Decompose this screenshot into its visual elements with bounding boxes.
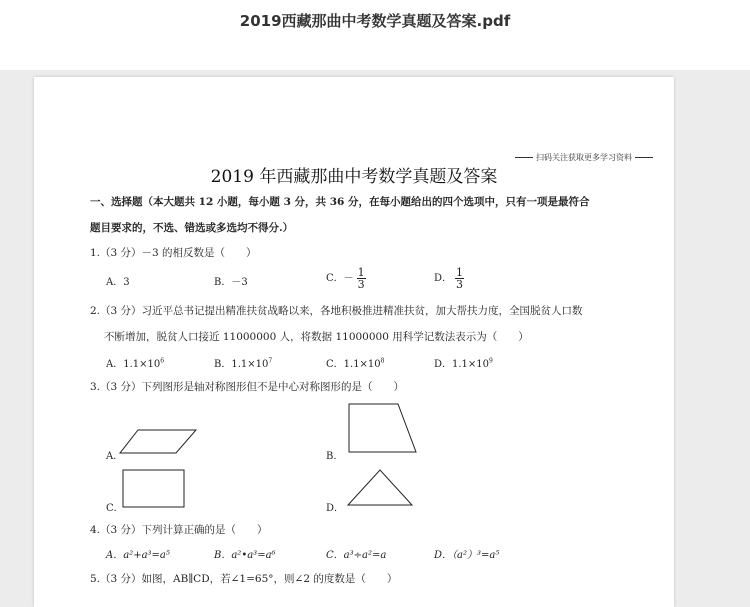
q1-option-d: D． $\frac{1}{3}$ bbox=[434, 266, 464, 291]
q2-option-b: B．$1.1\times 10^7$ bbox=[214, 357, 273, 370]
section-instructions-line2: 题目要求的，不选、错选或多选均不得分.） bbox=[90, 222, 294, 234]
q3-option-c: C． bbox=[106, 503, 124, 514]
q4-option-c: C．a³÷a²=a bbox=[326, 550, 387, 561]
parallelogram-figure bbox=[118, 427, 198, 457]
pdf-page bbox=[34, 77, 674, 607]
paper-title: 2019 年西藏那曲中考数学真题及答案 bbox=[210, 167, 498, 187]
q2-option-d: D．$1.1\times 10^9$ bbox=[434, 357, 493, 370]
trapezoid-figure bbox=[346, 402, 418, 456]
question-1-stem: 1.（3 分）－3 的相反数是（ ） bbox=[90, 247, 257, 259]
question-3-stem: 3.（3 分）下列图形是轴对称图形但不是中心对称图形的是（ ） bbox=[90, 381, 405, 393]
rectangle-figure bbox=[122, 468, 186, 510]
q3-option-a: A． bbox=[106, 451, 124, 462]
question-2-stem-line1: 2.（3 分）习近平总书记提出精准扶贫战略以来，各地积极推进精准扶贫，加大帮扶力度，全国脱贫人口数 bbox=[90, 305, 583, 317]
question-5-stem: 5.（3 分）如图，AB∥CD，若∠1=65°，则∠2 的度数是（ ） bbox=[90, 573, 398, 585]
q1-option-b: B．－3 bbox=[214, 277, 248, 288]
q1-option-c: C．－ $\frac{1}{3}$ bbox=[326, 266, 365, 291]
q3-option-d: D． bbox=[326, 503, 345, 514]
q4-option-d: D．（a²）³=a⁵ bbox=[434, 550, 500, 561]
q4-option-a: A．a²+a³=a⁵ bbox=[106, 550, 170, 561]
file-title: 2019西藏那曲中考数学真题及答案.pdf bbox=[239, 12, 511, 30]
q2-option-c: C．$1.1\times 10^8$ bbox=[326, 357, 385, 370]
q3-option-b: B． bbox=[326, 451, 344, 462]
q4-option-b: B．a²•a³=a⁶ bbox=[214, 550, 276, 561]
section-instructions-line1: 一、选择题（本大题共 12 小题，每小题 3 分，共 36 分，在每小题给出的四个选项中，只有一项是最符合 bbox=[90, 196, 590, 208]
question-4-stem: 4.（3 分）下列计算正确的是（ ） bbox=[90, 524, 268, 536]
triangle-figure bbox=[346, 467, 414, 509]
q1-option-a: A．3 bbox=[106, 277, 130, 288]
viewer-header bbox=[0, 0, 750, 70]
q2-option-a: A．$1.1\times 10^6$ bbox=[106, 357, 165, 370]
question-2-stem-line2: 不断增加，脱贫人口接近 11000000 人，将数据 11000000 用科学记数法表示为（ ） bbox=[104, 331, 529, 343]
watermark: 扫码关注获取更多学习资料 bbox=[512, 152, 656, 163]
